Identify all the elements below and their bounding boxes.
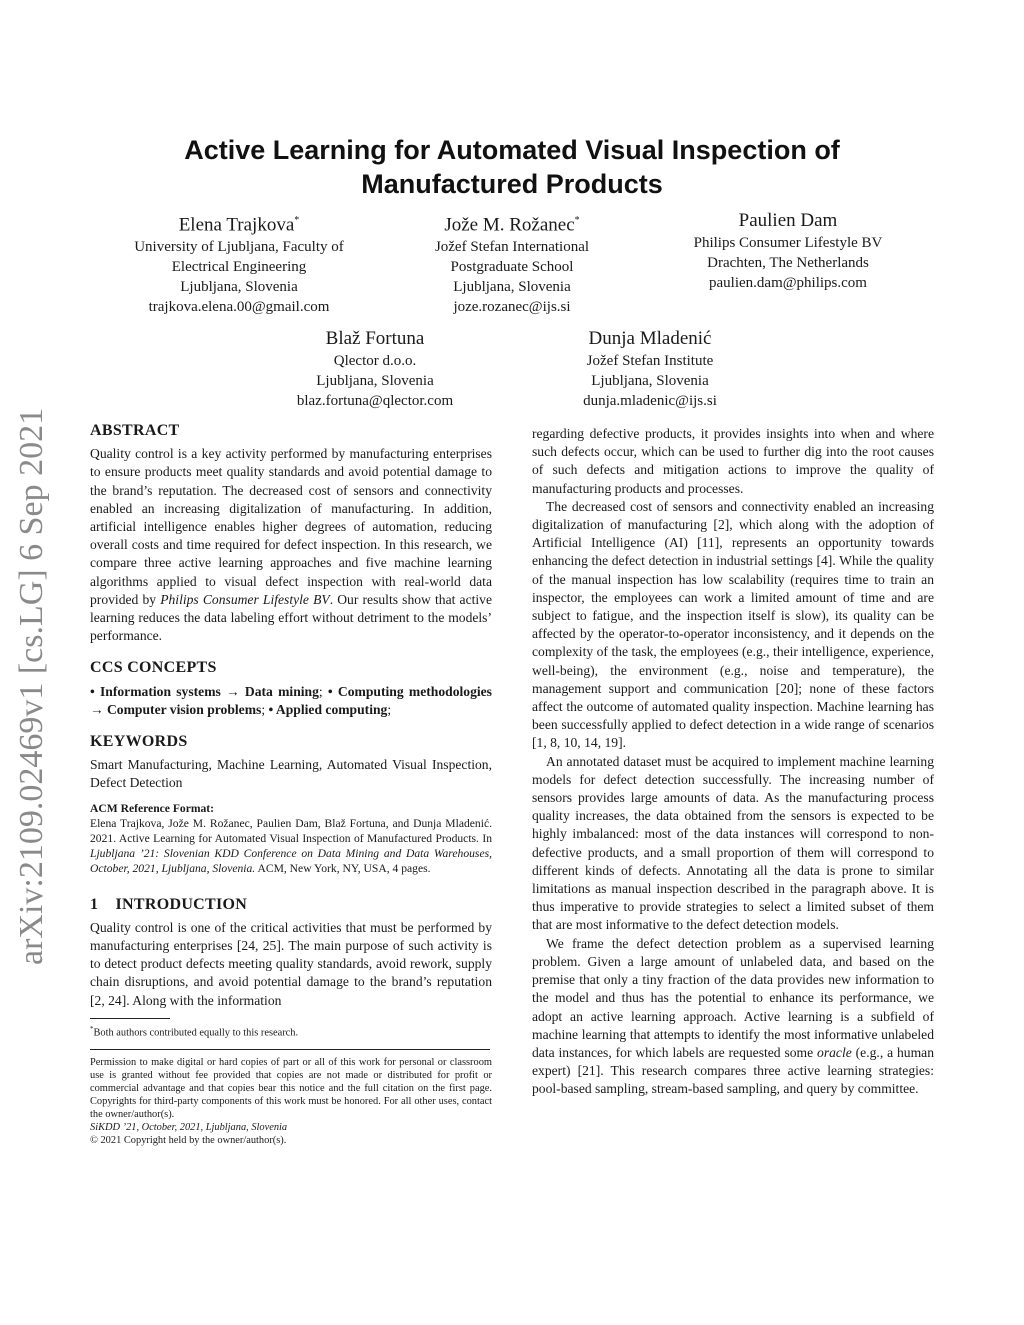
author-block-4 <box>240 327 510 411</box>
right-paragraph-3: We frame the defect detection problem as a supervised learning problem. Given a large amount of unlabeled data, and based on the premise that only a tiny fraction of the data provides new information to the model and thus has the potential to enhance its performance, we adopt an active learning approach. Active learning is a subfield of machine learning that attempts to identify the most informative unlabeled data instances, for which labels are requested some oracle (e.g., a human expert) [21]. This research compares three active learning strategies: pool-based sampling, stream-based sampling, and query by committee. <box>532 935 934 1097</box>
keywords-text: Smart Manufacturing, Machine Learning, Automated Visual Inspection, Defect Detection <box>90 757 492 791</box>
author-affiliation: Philips Consumer Lifestyle BV <box>693 235 883 251</box>
author-block-3 <box>648 209 928 293</box>
footnote-rule <box>90 1018 170 1019</box>
acm-reference <box>90 801 492 876</box>
abstract-text: Quality control is a key activity performed by manufacturing enterprises to ensure products meet quality standards and avoid potential damage to the brand’s reputation. The decreased cost of sensors and connectivity enabled an increasing digitalization of manufacturing. In addition, artificial intelligence enables higher degrees of automation, reducing overall costs and time required for defect inspection. In this research, we compare three active learning approaches and five machine learning algorithms applied to visual defect inspection with real-world data provided by Philips Consumer Lifestyle BV. Our results show that active learning reduces the data labeling effort without detriment to the models’ performance. <box>90 446 492 644</box>
author-name: Dunja Mladenić <box>588 328 712 349</box>
author-mark: * <box>574 215 580 226</box>
author-location: Ljubljana, Slovenia <box>180 279 298 296</box>
left-column <box>90 422 492 1147</box>
author-email[interactable]: blaz.fortuna@qlector.com <box>296 393 454 409</box>
permission-rule <box>90 1049 490 1050</box>
author-block-5 <box>515 327 785 411</box>
arxiv-stamp-svg <box>6 230 52 990</box>
author-email[interactable]: trajkova.elena.00@gmail.com <box>148 299 330 316</box>
ccs-heading: CCS CONCEPTS <box>90 659 217 677</box>
author-name: Jože M. Rožanec* <box>444 214 580 236</box>
title-line-1: Active Learning for Automated Visual Inspection of <box>184 135 840 165</box>
author-name: Elena Trajkova* <box>178 214 300 236</box>
author-mark: * <box>294 215 300 226</box>
author-block-2 <box>370 209 654 317</box>
paper-title <box>90 133 934 201</box>
arxiv-stamp <box>6 230 52 990</box>
author-name: Blaž Fortuna <box>325 328 425 349</box>
author-location: Ljubljana, Slovenia <box>453 279 571 296</box>
author-location: Drachten, The Netherlands <box>707 255 869 271</box>
intro-heading: 1 INTRODUCTION <box>90 895 248 913</box>
arxiv-id: arXiv:2109.02469v1 [cs.LG] 6 Sep 2021 <box>13 407 50 965</box>
ccs-concepts: • Information systems → Data mining; • Computing methodologies → Computer vision problems; • Applied computing; <box>90 683 492 717</box>
author-affiliation: Jožef Stefan International <box>434 239 590 256</box>
acm-reference-label: ACM Reference Format: <box>90 801 215 815</box>
author-location: Ljubljana, Slovenia <box>316 373 434 389</box>
acm-reference-text: Elena Trajkova, Jože M. Rožanec, Paulien Dam, Blaž Fortuna, and Dunja Mladenić. 2021. Active Learning for Automated Visual Inspection of Manufactured Products. In Ljubljana ’21: Slovenian KDD Conference on Data Mining and Data Warehouses, October, 2021, Ljubljana, Slovenia. ACM, New York, NY, USA, 4 pages. <box>90 816 492 875</box>
keywords-heading: KEYWORDS <box>90 733 188 751</box>
author-email[interactable]: paulien.dam@philips.com <box>709 275 867 291</box>
right-paragraph-2: An annotated dataset must be acquired to implement machine learning models for defect detection successfully. The increasing number of sensors provides large amounts of data. As the manufacturing process quality increases, the data obtained from the sensors is expected to be highly imbalanced: most of the data instances will correspond to non-defective products, and a small proportion of them will correspond to different kinds of defects. Annotating all the data is prone to similar limitations as manual inspection described in the paragraph above. It is thus imperative to provide strategies to select a limited subset of them that are most informative to the defect detection models. <box>532 753 934 933</box>
author-location: Ljubljana, Slovenia <box>591 373 709 389</box>
intro-paragraph: Quality control is one of the critical activities that must be performed by manufacturing enterprises [24, 25]. The main purpose of such activity is to detect product defects meeting quality standards, avoid rework, supply chain disruptions, and avoid potential damage to the brand’s reputation [2, 24]. Along with the information <box>90 919 492 1008</box>
venue: SiKDD ’21, October, 2021, Ljubljana, Slovenia <box>90 1122 288 1134</box>
abstract-heading: ABSTRACT <box>90 422 180 439</box>
right-paragraph-0: regarding defective products, it provides insights into when and where such defects occur, which can be used to further dig into the root causes of such defects and mitigation actions to improve the quality of manufacturing products and processes. <box>532 426 934 496</box>
author-affiliation: Qlector d.o.o. <box>333 353 417 369</box>
author-affiliation: Postgraduate School <box>450 259 574 276</box>
author-affiliation: Electrical Engineering <box>171 259 307 276</box>
author-email[interactable]: joze.rozanec@ijs.si <box>453 299 571 316</box>
author-affiliation: Jožef Stefan Institute <box>586 353 714 369</box>
right-column <box>532 425 934 1099</box>
permission-notice: Permission to make digital or hard copies of part or all of this work for personal or classroom use is granted without fee provided that copies are not made or distributed for profit or commercial advantage and that copies bear this notice and the full citation on the first page. Copyrights for third-party components of this work must be honored. For all other uses, contact the owner/author(s). <box>90 1057 492 1121</box>
title-line-2: Manufactured Products <box>361 169 663 199</box>
author-email[interactable]: dunja.mladenic@ijs.si <box>583 393 717 409</box>
author-block-1 <box>96 209 382 317</box>
copyright: © 2021 Copyright held by the owner/author(s). <box>90 1135 287 1147</box>
author-affiliation: University of Ljubljana, Faculty of <box>134 239 344 256</box>
footnote: *Both authors contributed equally to this research. <box>90 1024 299 1039</box>
author-name: Paulien Dam <box>738 210 838 231</box>
right-paragraph-1: The decreased cost of sensors and connectivity enabled an increasing digitalization of manufacturing [2], which along with the adoption of Artificial Intelligence (AI) [11], represents an opportunity towards enhancing the defect detection in industrial settings [4]. While the quality of the manual inspection has low scalability (requires time to train an inspector, the employees can work a limited amount of time and are subject to fatigue, and the inspection itself is slow), its quality can be affected by the operator-to-operator inconsistency, and it depends on the complexity of the task, the employees (e.g., their intelligence, experience, well-being), the environment (e.g., noise and temperature), the management support and communication [20]; none of these factors affect the outcome of automated quality inspection. Machine learning has been successfully applied to defect detection in a wide range of scenarios [1, 8, 10, 14, 19]. <box>532 498 934 751</box>
